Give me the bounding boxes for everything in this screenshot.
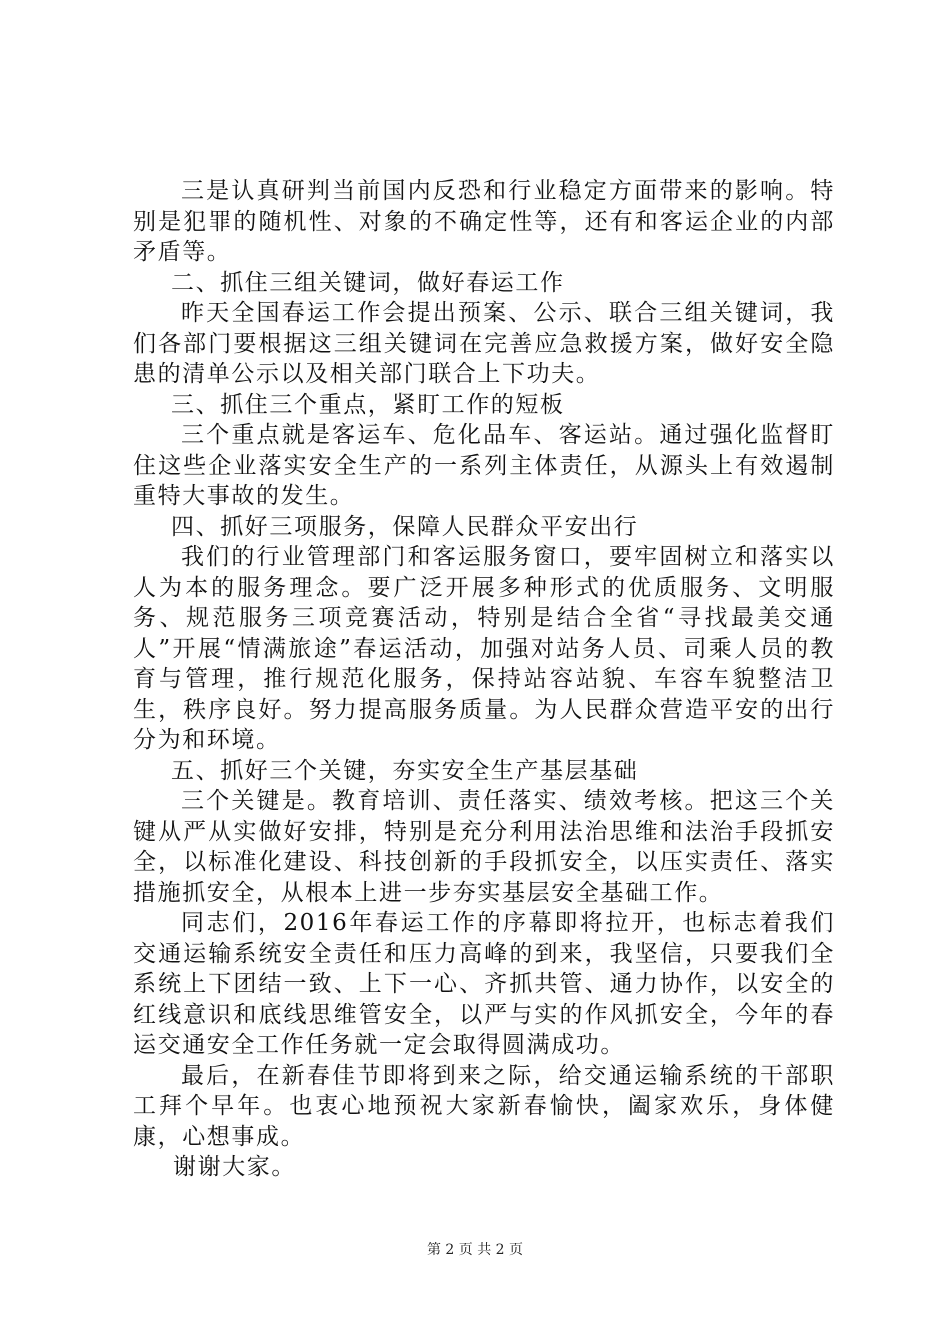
page-number-footer: 第 2 页 共 2 页: [426, 1242, 524, 1258]
section-heading: 四、抓好三项服务，保障人民群众平安出行: [171, 513, 639, 540]
paragraph-item: 三个关键是。教育培训、责任落实、绩效考核。把这三个关键从严从实做好安排，特别是充分利用法治思维和法治手段抓安全，以标准化建设、科技创新的手段抓安全，以压实责任、落实措施抓安全，从根本上进一步夯实基层安全基础工作。: [133, 788, 835, 906]
paragraph-item: 我们的行业管理部门和客运服务窗口，要牢固树立和落实以人为本的服务理念。要广泛开展多种形式的优质服务、文明服务、规范服务三项竞赛活动，特别是结合全省“寻找最美交通人”开展“情满旅途”春运活动，加强对站务人员、司乘人员的教育与管理，推行规范化服务，保持站容站貌、车容车貌整洁卫生，秩序良好。努力提高服务质量。为人民群众营造平安的出行分为和环境。: [133, 544, 835, 753]
paragraph-item: 三是认真研判当前国内反恐和行业稳定方面带来的影响。特别是犯罪的随机性、对象的不确定性等，还有和客运企业的内部矛盾等。: [133, 178, 835, 265]
document-body: [133, 176, 835, 1183]
closing-line: 谢谢大家。: [173, 1154, 296, 1180]
paragraph-item: 昨天全国春运工作会提出预案、公示、联合三组关键词，我们各部门要根据这三组关键词在完善应急救援方案，做好安全隐患的清单公示以及相关部门联合上下功夫。: [133, 300, 835, 387]
paragraph-item: 三个重点就是客运车、危化品车、客运站。通过强化监督盯住这些企业落实安全生产的一系列主体责任，从源头上有效遏制重特大事故的发生。: [133, 422, 835, 509]
paragraph-item: 同志们，2016年春运工作的序幕即将拉开，也标志着我们交通运输系统安全责任和压力高峰的到来，我坚信，只要我们全系统上下团结一致、上下一心、齐抓共管、通力协作，以安全的红线意识和底线思维管安全，以严与实的作风抓安全，今年的春运交通安全工作任务就一定会取得圆满成功。: [133, 910, 835, 1058]
paragraph-item: 最后，在新春佳节即将到来之际，给交通运输系统的干部职工拜个早年。也衷心地预祝大家新春愉快，阖家欢乐，身体健康，心想事成。: [133, 1062, 835, 1150]
section-heading: 二、抓住三组关键词，做好春运工作: [171, 269, 565, 296]
section-heading: 五、抓好三个关键，夯实安全生产基层基础: [171, 757, 639, 784]
section-heading: 三、抓住三个重点，紧盯工作的短板: [171, 391, 565, 418]
